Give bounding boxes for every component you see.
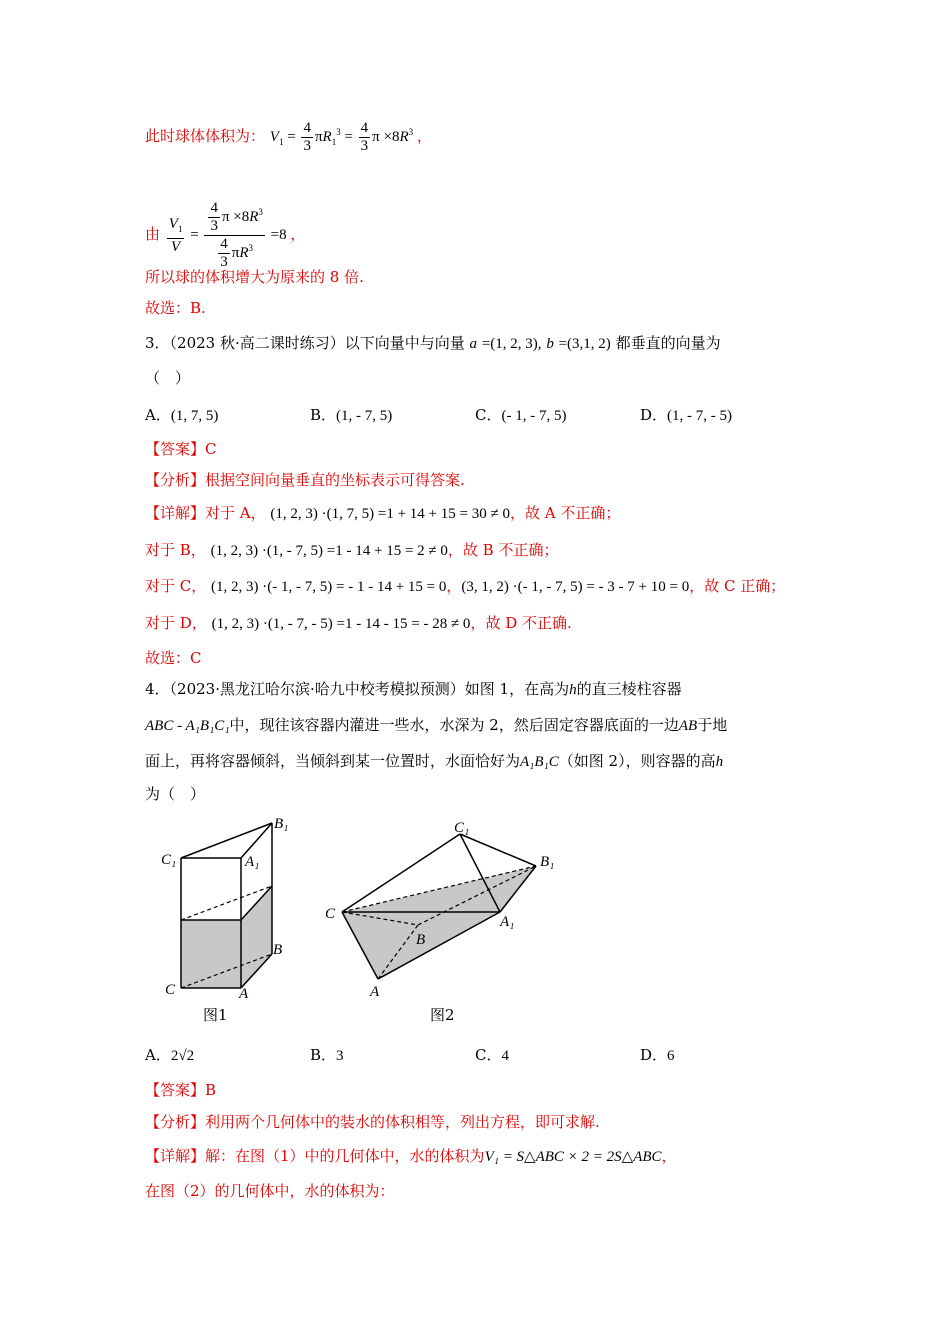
q3-detail-d-math: (1, 2, 3) ·(1, - 7, - 5) =1 - 14 - 15 = - 28 ≠ 0 xyxy=(211,616,471,632)
fig1-edge-c1b1 xyxy=(181,823,272,858)
sphere-volume-text: 此时球体体积为： xyxy=(145,126,266,145)
q4-option-b-label: B． xyxy=(310,1046,337,1064)
q4-answer xyxy=(145,1080,216,1100)
q3-detail-b-suffix: ，故 B 不正确； xyxy=(447,541,559,559)
q4-stem-line2 xyxy=(145,715,727,736)
q3-option-c xyxy=(475,404,566,425)
q4-answer-value: B xyxy=(205,1081,217,1099)
q4-stem1-suffix: 的直三棱柱容器 xyxy=(576,680,682,698)
q4-option-c-label: C． xyxy=(475,1046,502,1064)
q4-detail-2: 在图（2）的几何体中，水的体积为： xyxy=(145,1182,395,1200)
fig1-water-side xyxy=(241,886,272,988)
q3-option-a-label: A． xyxy=(145,406,171,424)
fig2-edge-c1b1 xyxy=(460,834,536,866)
q3-vector-b-value: =(3,1, 2) xyxy=(558,336,611,352)
q3-detail-b-math: (1, 2, 3) ·(1, - 7, 5) =1 - 14 + 15 = 2 ≠ 0 xyxy=(210,543,448,559)
choice-line: 故选：B. xyxy=(145,299,206,317)
q4-edge-ab: AB xyxy=(678,718,698,734)
sphere-volume-formula: $V_1$ = $\frac{4}{3}$ $\pi R_1^3$ = $\frac{4}{3}$ $\pi \times 8R^3$ xyxy=(269,120,414,154)
q4-option-b-value: 3 xyxy=(336,1048,344,1064)
q4-stem-line3 xyxy=(145,751,723,772)
figure-2-caption: 图2 xyxy=(430,1006,455,1024)
q3-vector-a: a xyxy=(469,336,478,352)
q4-option-a-value: 2√2 xyxy=(170,1048,195,1064)
fig2-label-c1: C₁ xyxy=(454,822,470,836)
q3-answer xyxy=(145,439,217,459)
q3-option-b-value: (1, - 7, 5) xyxy=(336,408,393,424)
sphere-volume-line: 此时球体体积为： $V_1$ = $\frac{4}{3}$ $\pi R_1^3$ = $\frac{4}{3}$ $\pi \times 8R^3$ ， xyxy=(145,120,432,154)
q4-option-c xyxy=(475,1044,509,1065)
q3-option-c-label: C． xyxy=(475,406,502,424)
q3-stem-suffix: 都垂直的向量为 xyxy=(615,334,721,352)
q3-vector-b: b xyxy=(546,336,554,352)
q3-detail-c xyxy=(145,576,785,597)
q4-stem3-prefix: 面上，再将容器倾斜，当倾斜到某一位置时，水面恰好为 xyxy=(145,752,521,770)
q4-option-a xyxy=(145,1044,194,1065)
q3-detail-a-math: (1, 2, 3) ·(1, 7, 5) =1 + 14 + 15 = 30 ≠ 0 xyxy=(270,506,510,522)
q3-detail-c-suffix: ，故 C 正确； xyxy=(689,577,786,595)
q3-option-b-label: B． xyxy=(310,406,337,424)
q4-option-a-label: A． xyxy=(145,1046,171,1064)
ratio-line: 由 $\frac{V_1}{V}$ = $\frac{4}{3}$ $\pi \times 8R^3$ $\frac{4}{3}$ $\pi R^3$ =8 ， xyxy=(145,200,306,270)
q3-detail-a-prefix: 对于 A， xyxy=(205,504,266,522)
q3-detail-d-prefix: 对于 D， xyxy=(145,614,207,632)
ratio-formula: $\frac{V_1}{V}$ = $\frac{4}{3}$ $\pi \times 8R^3$ $\frac{4}{3}$ $\pi R^3$ =8 xyxy=(168,200,291,270)
q3-detail-c-math2: (3, 1, 2) ·(- 1, - 7, 5) = - 3 - 7 + 10 = 0 xyxy=(461,579,690,595)
q3-detail-d xyxy=(145,613,572,634)
ratio-prefix: 由 xyxy=(145,224,161,243)
q3-option-d xyxy=(640,404,732,425)
figure-1-prism xyxy=(155,808,305,1008)
q3-stem-prefix: 3．（2023 秋·高二课时练习）以下向量中与向量 xyxy=(145,334,465,352)
q4-stem3-h: h xyxy=(715,754,724,770)
q3-final: 故选：C xyxy=(145,649,202,667)
q4-stem-line1 xyxy=(145,679,682,700)
q3-detail-tag: 【详解】 xyxy=(145,504,206,522)
fig1-water-front xyxy=(181,920,241,988)
conclusion-line: 所以球的体积增大为原来的 8 倍. xyxy=(145,268,364,286)
q4-stem1-prefix: 4．（2023·黑龙江哈尔滨·哈九中校考模拟预测）如图 1，在高为 xyxy=(145,680,570,698)
fig1-label-a: A xyxy=(239,986,249,1002)
q4-analysis-tag: 【分析】 xyxy=(145,1113,206,1131)
q3-option-b xyxy=(310,404,392,425)
q3-detail-a xyxy=(145,503,620,524)
q3-option-d-value: (1, - 7, - 5) xyxy=(667,408,733,424)
q3-option-a xyxy=(145,404,218,425)
figure-1-caption: 图1 xyxy=(203,1006,228,1024)
q3-answer-value: C xyxy=(205,440,217,458)
fig2-label-c: C xyxy=(325,906,336,922)
q4-detail1-suffix: ， xyxy=(661,1147,677,1165)
q3-stem xyxy=(145,333,721,354)
fig2-label-a: A xyxy=(370,984,380,1000)
q4-water-surface: A₁B₁C xyxy=(520,754,559,770)
q3-analysis-text: 根据空间向量垂直的坐标表示可得答案. xyxy=(205,471,465,489)
q4-detail1-math: V₁ = S△ABC × 2 = 2S△ABC xyxy=(484,1149,662,1165)
fig1-label-b: B xyxy=(273,942,283,958)
q3-option-c-value: (- 1, - 7, 5) xyxy=(501,408,567,424)
figure-2-prism xyxy=(320,822,570,1002)
q4-detail-1 xyxy=(145,1146,677,1167)
fig1-label-b1: B₁ xyxy=(274,816,289,832)
q3-option-a-value: (1, 7, 5) xyxy=(170,408,219,424)
q4-stem2-suffix: 于地 xyxy=(697,716,728,734)
fig2-label-a1: A₁ xyxy=(500,914,515,930)
q4-stem-line4: 为（ ） xyxy=(145,785,206,803)
q3-detail-c-math1: (1, 2, 3) ·(- 1, - 7, 5) = - 1 - 14 + 15 = 0 xyxy=(211,579,447,595)
fig1-label-c: C xyxy=(165,982,176,998)
q3-detail-a-suffix: ，故 A 不正确； xyxy=(509,504,621,522)
q4-stem1-h: h xyxy=(569,682,577,698)
q4-detail1-prefix: 解：在图（1）中的几何体中，水的体积为 xyxy=(205,1147,485,1165)
q4-prism-name: ABC - A₁B₁C₁ xyxy=(145,718,230,734)
q4-answer-tag: 【答案】 xyxy=(145,1081,206,1099)
q4-analysis-text: 利用两个几何体中的装水的体积相等，列出方程，即可求解. xyxy=(205,1113,600,1131)
q3-detail-b xyxy=(145,540,558,561)
q4-detail-tag: 【详解】 xyxy=(145,1147,206,1165)
q4-stem3-mid: （如图 2），则容器的高 xyxy=(558,752,716,770)
q3-detail-b-prefix: 对于 B， xyxy=(145,541,206,559)
q3-vector-a-value: =(1, 2, 3), xyxy=(481,336,542,352)
q4-option-d xyxy=(640,1044,675,1065)
fig1-label-a1: A₁ xyxy=(245,854,260,870)
q3-detail-c-mid: ， xyxy=(446,577,462,595)
q4-option-c-value: 4 xyxy=(501,1048,509,1064)
q3-detail-c-prefix: 对于 C， xyxy=(145,577,207,595)
q4-option-d-value: 6 xyxy=(667,1048,675,1064)
q4-option-b xyxy=(310,1044,344,1065)
q3-paren: （ ） xyxy=(145,369,191,387)
q3-option-d-label: D． xyxy=(640,406,668,424)
fig2-label-b1: B₁ xyxy=(540,854,555,870)
fig1-label-c1: C₁ xyxy=(161,852,177,868)
q3-analysis xyxy=(145,470,465,490)
q4-analysis xyxy=(145,1112,600,1132)
fig2-label-b: B xyxy=(416,932,426,948)
q4-option-d-label: D． xyxy=(640,1046,668,1064)
q3-detail-d-suffix: ，故 D 不正确. xyxy=(470,614,572,632)
q3-answer-tag: 【答案】 xyxy=(145,440,206,458)
q3-analysis-tag: 【分析】 xyxy=(145,471,206,489)
q4-stem2-mid: 中，现往该容器内灌进一些水，水深为 2，然后固定容器底面的一边 xyxy=(229,716,679,734)
